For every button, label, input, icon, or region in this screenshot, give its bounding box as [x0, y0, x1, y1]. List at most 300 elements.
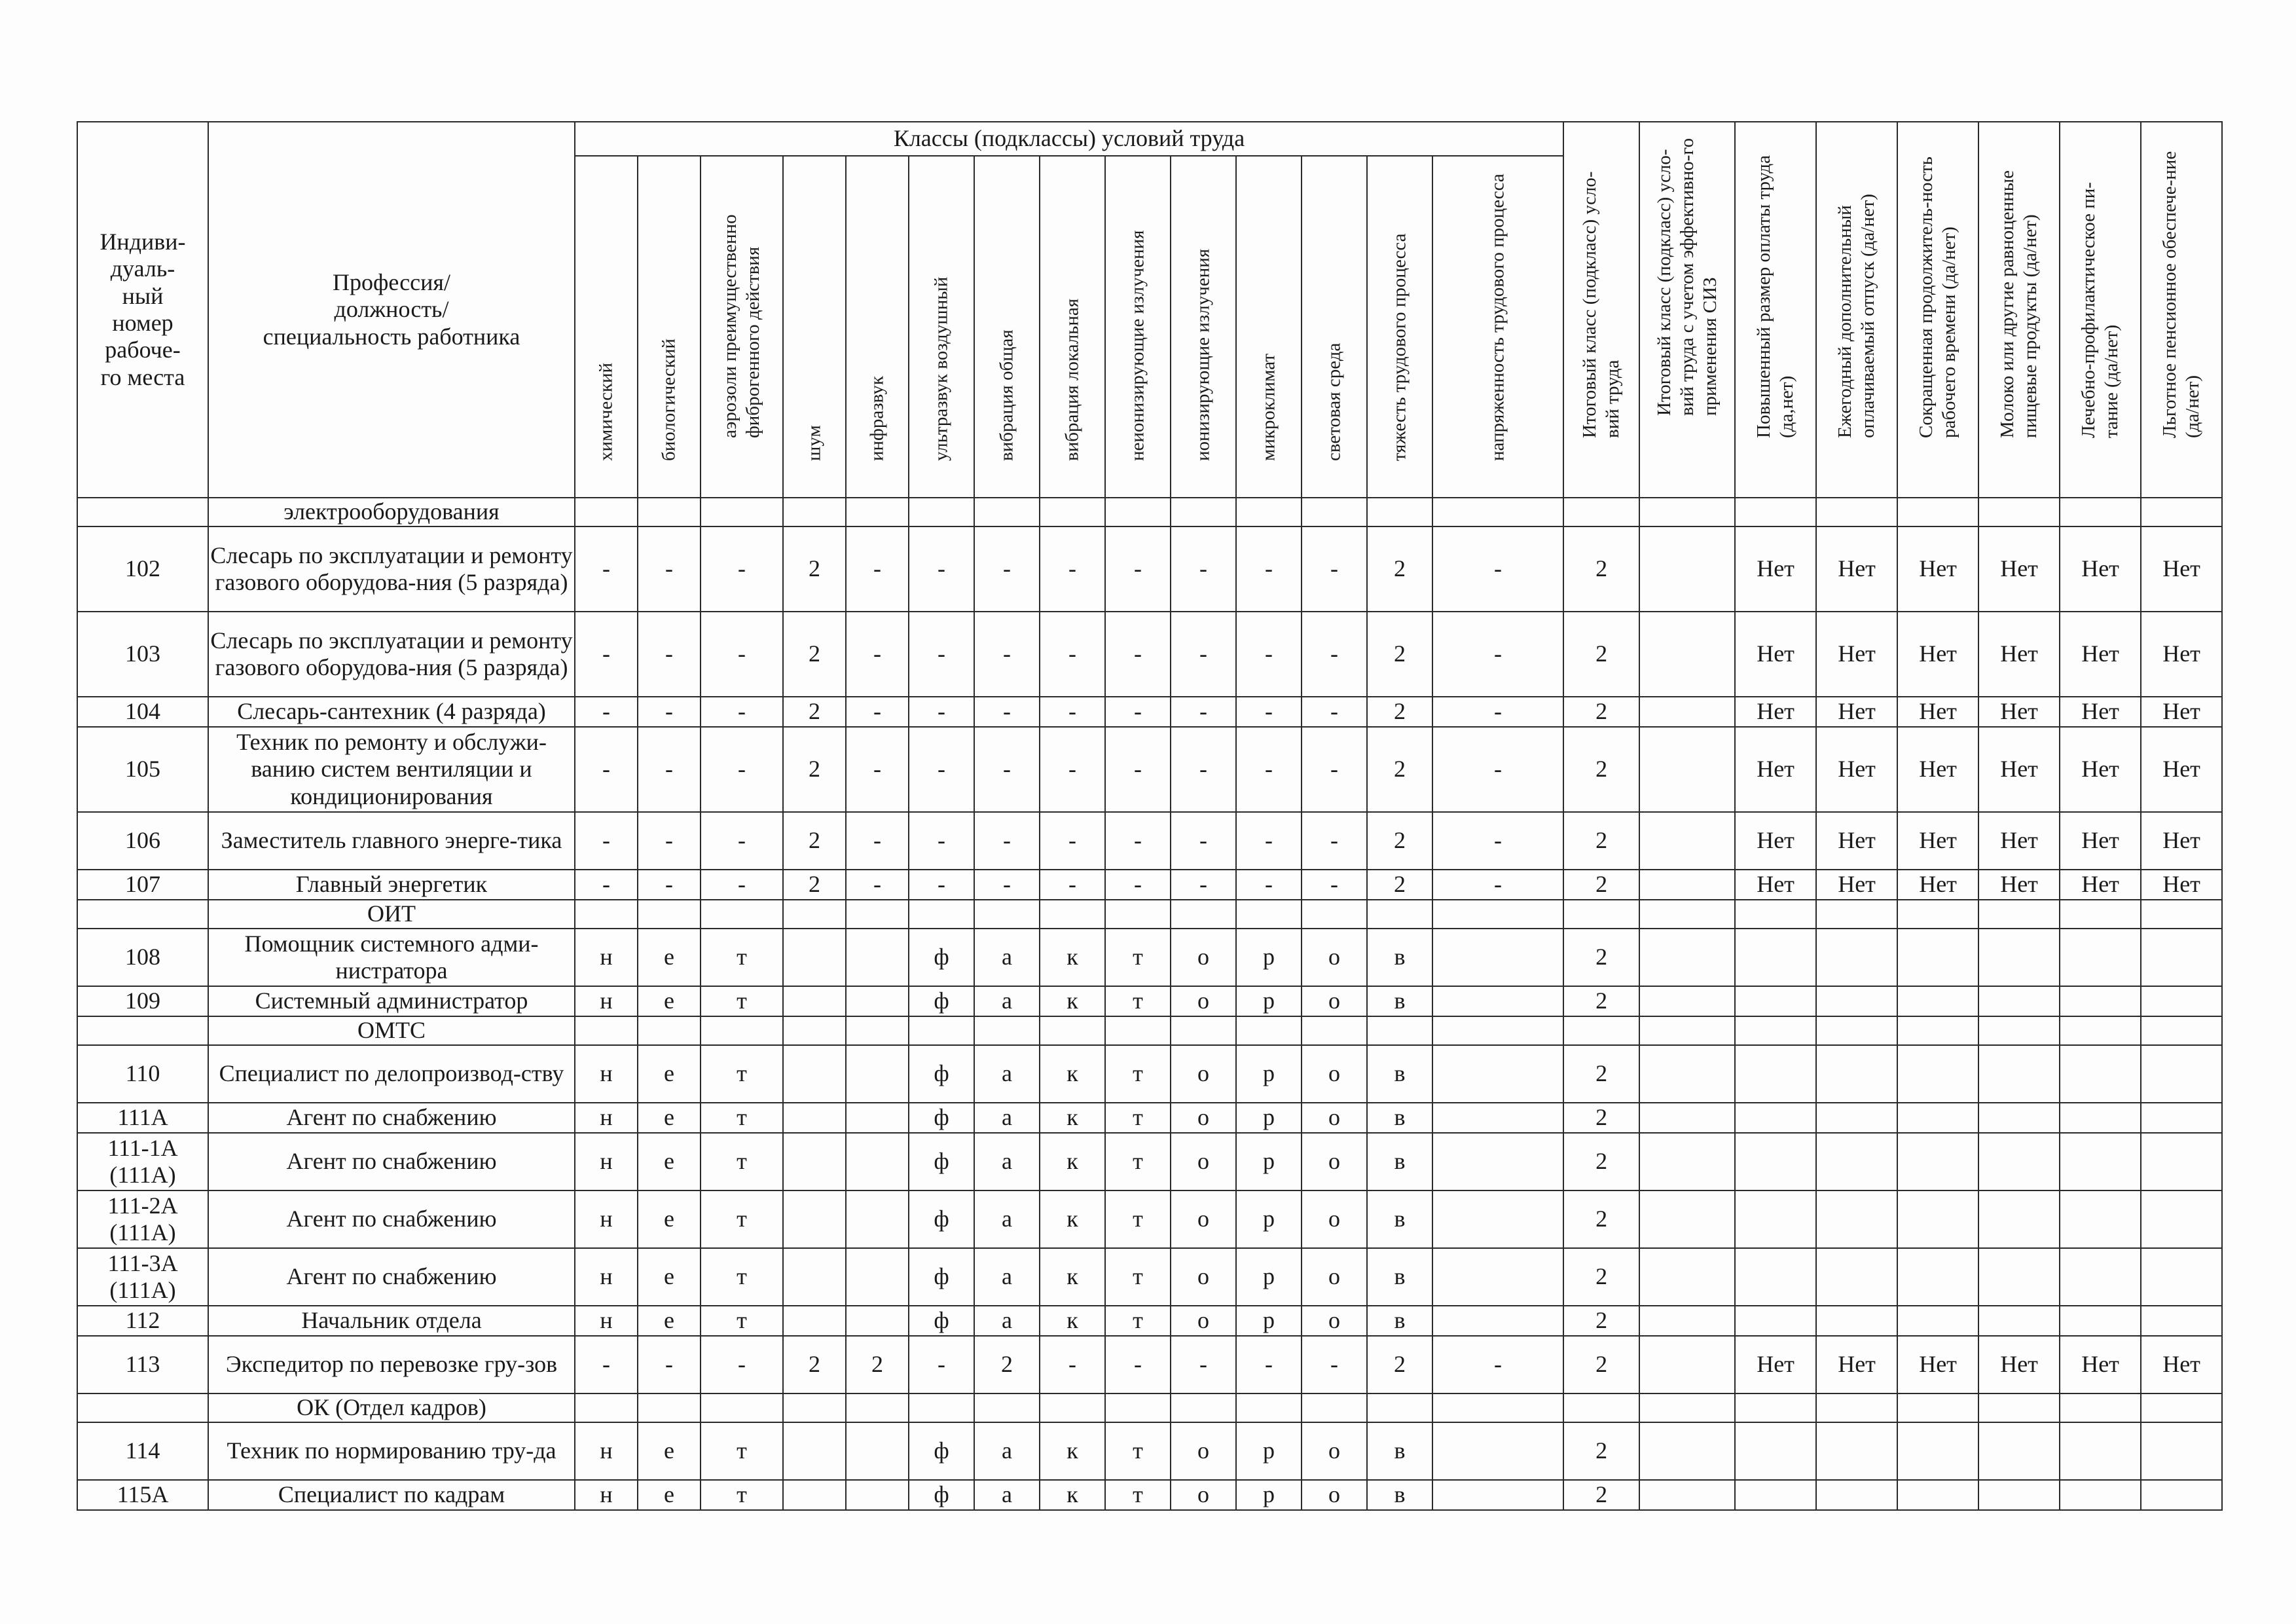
- factor-class-cell: р: [1236, 1103, 1302, 1133]
- factor-class-cell: -: [1040, 727, 1105, 812]
- table-row: [77, 1422, 2222, 1480]
- factor-class-cell: ф: [909, 1045, 974, 1103]
- guarantee-cell: Нет: [2060, 612, 2141, 697]
- guarantee-cell: [1978, 1103, 2060, 1133]
- header-reduced-hours: Сокращенная продолжитель-ность рабочего времени (да/нет): [1897, 122, 1978, 498]
- factor-class-cell: о: [1171, 1248, 1236, 1306]
- factor-class-cell: -: [974, 526, 1040, 612]
- guarantee-cell: [2060, 1133, 2141, 1190]
- guarantee-cell: Нет: [1816, 1336, 1897, 1393]
- guarantee-cell: [1816, 1306, 1897, 1336]
- factor-class-cell: к: [1040, 1133, 1105, 1190]
- factor-class-cell: о: [1302, 1480, 1367, 1510]
- workplace-number-cell: 111-2А (111А): [77, 1190, 208, 1248]
- final-class-cell: 2: [1563, 697, 1639, 727]
- guarantee-cell: [1897, 1248, 1978, 1306]
- table-row: [77, 1190, 2222, 1248]
- final-class-cell: 2: [1563, 1422, 1639, 1480]
- factor-class-cell: о: [1171, 1045, 1236, 1103]
- factor-class-cell: т: [701, 1480, 783, 1510]
- empty-cell: [1639, 900, 1735, 929]
- final-class-cell: 2: [1563, 1133, 1639, 1190]
- empty-cell: [974, 1393, 1040, 1422]
- guarantee-cell: [2060, 1306, 2141, 1336]
- empty-cell: [701, 1016, 783, 1045]
- empty-cell: [909, 900, 974, 929]
- factor-class-cell: ф: [909, 1103, 974, 1133]
- empty-cell: [783, 1016, 846, 1045]
- guarantee-cell: [1978, 1045, 2060, 1103]
- factor-class-cell: -: [1302, 870, 1367, 900]
- final-class-siz-cell: [1639, 1103, 1735, 1133]
- table-row: [77, 1393, 2222, 1422]
- factor-class-cell: 2: [974, 1336, 1040, 1393]
- guarantee-cell: [1897, 1480, 1978, 1510]
- table-row: [77, 1103, 2222, 1133]
- factor-class-cell: -: [1040, 612, 1105, 697]
- empty-cell: [1432, 900, 1563, 929]
- final-class-siz-cell: [1639, 929, 1735, 986]
- guarantee-cell: Нет: [1978, 697, 2060, 727]
- final-class-cell: 2: [1563, 812, 1639, 870]
- factor-class-cell: [846, 1190, 909, 1248]
- guarantee-cell: [1816, 1133, 1897, 1190]
- final-class-siz-cell: [1639, 612, 1735, 697]
- table-row: [77, 1016, 2222, 1045]
- factor-class-cell: р: [1236, 1133, 1302, 1190]
- header-increased-pay: Повышенный размер оплаты труда (да,нет): [1735, 122, 1816, 498]
- factor-class-cell: -: [1432, 727, 1563, 812]
- empty-cell: [1816, 498, 1897, 526]
- factor-class-cell: -: [701, 727, 783, 812]
- factor-class-cell: [783, 1103, 846, 1133]
- factor-class-cell: н: [575, 1190, 638, 1248]
- guarantee-cell: [2141, 1190, 2222, 1248]
- factor-class-cell: -: [1302, 612, 1367, 697]
- table-row: [77, 870, 2222, 900]
- factor-class-cell: в: [1367, 1045, 1432, 1103]
- factor-class-cell: -: [638, 812, 701, 870]
- factor-class-cell: -: [1171, 526, 1236, 612]
- header-factor: биологический: [638, 156, 701, 498]
- header-condition-classes: Классы (подклассы) условий труда: [575, 122, 1563, 156]
- final-class-cell: 2: [1563, 727, 1639, 812]
- factor-class-cell: -: [1105, 526, 1171, 612]
- factor-class-cell: е: [638, 1422, 701, 1480]
- factor-class-cell: н: [575, 1248, 638, 1306]
- empty-cell: [974, 498, 1040, 526]
- factor-class-cell: [1432, 1422, 1563, 1480]
- empty-cell: [1040, 1393, 1105, 1422]
- final-class-siz-cell: [1639, 812, 1735, 870]
- workplace-number-cell: 113: [77, 1336, 208, 1393]
- guarantee-cell: Нет: [1897, 870, 1978, 900]
- factor-class-cell: т: [701, 1045, 783, 1103]
- guarantee-cell: [1816, 1190, 1897, 1248]
- empty-cell: [1563, 1393, 1639, 1422]
- factor-class-cell: 2: [1367, 1336, 1432, 1393]
- factor-class-cell: [846, 1480, 909, 1510]
- empty-cell: [638, 1393, 701, 1422]
- workplace-number-cell: 102: [77, 526, 208, 612]
- factor-class-cell: е: [638, 1248, 701, 1306]
- factor-class-cell: о: [1171, 1103, 1236, 1133]
- empty-cell: [1978, 1393, 2060, 1422]
- empty-cell: [638, 1016, 701, 1045]
- factor-class-cell: р: [1236, 1306, 1302, 1336]
- factor-class-cell: [1432, 1190, 1563, 1248]
- factor-class-cell: -: [638, 612, 701, 697]
- factor-class-cell: т: [1105, 1133, 1171, 1190]
- factor-class-cell: р: [1236, 929, 1302, 986]
- empty-cell: [1816, 1016, 1897, 1045]
- factor-class-cell: -: [1432, 697, 1563, 727]
- factor-class-cell: о: [1302, 1306, 1367, 1336]
- section-title: ОМТС: [208, 1016, 575, 1045]
- final-class-siz-cell: [1639, 1248, 1735, 1306]
- table-row: [77, 1133, 2222, 1190]
- empty-cell: [1563, 498, 1639, 526]
- profession-cell: Начальник отдела: [208, 1306, 575, 1336]
- final-class-siz-cell: [1639, 870, 1735, 900]
- final-class-siz-cell: [1639, 1422, 1735, 1480]
- section-title: ОК (Отдел кадров): [208, 1393, 575, 1422]
- empty-cell: [1367, 1016, 1432, 1045]
- profession-cell: Агент по снабжению: [208, 1190, 575, 1248]
- guarantee-cell: Нет: [1897, 727, 1978, 812]
- factor-class-cell: о: [1171, 1480, 1236, 1510]
- factor-class-cell: т: [701, 929, 783, 986]
- empty-cell: [701, 1393, 783, 1422]
- factor-class-cell: а: [974, 1248, 1040, 1306]
- factor-class-cell: 2: [783, 727, 846, 812]
- guarantee-cell: Нет: [1978, 727, 2060, 812]
- factor-class-cell: ф: [909, 1422, 974, 1480]
- factor-class-cell: 2: [783, 870, 846, 900]
- factor-class-cell: [783, 1248, 846, 1306]
- factor-class-cell: а: [974, 1190, 1040, 1248]
- factor-class-cell: -: [1171, 612, 1236, 697]
- guarantee-cell: [1978, 1190, 2060, 1248]
- profession-cell: Специалист по кадрам: [208, 1480, 575, 1510]
- final-class-cell: 2: [1563, 1306, 1639, 1336]
- guarantee-cell: [2060, 1480, 2141, 1510]
- empty-cell: [1367, 900, 1432, 929]
- guarantee-cell: Нет: [2060, 697, 2141, 727]
- guarantee-cell: [1897, 1190, 1978, 1248]
- table-row: [77, 812, 2222, 870]
- empty-cell: [1302, 900, 1367, 929]
- guarantee-cell: Нет: [1816, 526, 1897, 612]
- empty-cell: [2141, 1393, 2222, 1422]
- factor-class-cell: -: [1302, 812, 1367, 870]
- factor-class-cell: -: [1236, 612, 1302, 697]
- factor-class-cell: к: [1040, 1045, 1105, 1103]
- factor-class-cell: -: [846, 612, 909, 697]
- empty-cell: [1040, 900, 1105, 929]
- guarantee-cell: [1735, 1480, 1816, 1510]
- empty-cell: [846, 1016, 909, 1045]
- empty-cell: [1816, 900, 1897, 929]
- factor-class-cell: -: [1040, 526, 1105, 612]
- workplace-number-cell: 115А: [77, 1480, 208, 1510]
- guarantee-cell: [2060, 929, 2141, 986]
- factor-class-cell: о: [1302, 1103, 1367, 1133]
- factor-class-cell: -: [1040, 870, 1105, 900]
- factor-class-cell: -: [575, 612, 638, 697]
- factor-class-cell: к: [1040, 986, 1105, 1016]
- guarantee-cell: [2060, 1248, 2141, 1306]
- factor-class-cell: р: [1236, 1045, 1302, 1103]
- header-profession: Профессия/ должность/ специальность работника: [208, 122, 575, 498]
- factor-class-cell: -: [974, 870, 1040, 900]
- empty-cell: [701, 498, 783, 526]
- empty-cell: [846, 498, 909, 526]
- final-class-siz-cell: [1639, 1336, 1735, 1393]
- factor-class-cell: -: [909, 727, 974, 812]
- header-factor: аэрозоли преимущественно фиброгенного действия: [701, 156, 783, 498]
- factor-class-cell: -: [1105, 812, 1171, 870]
- guarantee-cell: Нет: [2060, 812, 2141, 870]
- factor-class-cell: -: [575, 697, 638, 727]
- empty-cell: [1639, 1393, 1735, 1422]
- empty-cell: [1236, 498, 1302, 526]
- factor-class-cell: -: [1236, 812, 1302, 870]
- guarantee-cell: Нет: [1735, 1336, 1816, 1393]
- empty-cell: [1105, 1016, 1171, 1045]
- workplace-number-cell: [77, 1016, 208, 1045]
- factor-class-cell: т: [1105, 1422, 1171, 1480]
- final-class-cell: 2: [1563, 1103, 1639, 1133]
- profession-cell: Агент по снабжению: [208, 1248, 575, 1306]
- empty-cell: [2060, 1393, 2141, 1422]
- factor-class-cell: [1432, 1103, 1563, 1133]
- header-factor: химический: [575, 156, 638, 498]
- header-pension: Льготное пенсионное обеспече-ние (да/нет): [2141, 122, 2222, 498]
- profession-cell: Помощник системного адми-нистратора: [208, 929, 575, 986]
- workplace-number-cell: 104: [77, 697, 208, 727]
- factor-class-cell: -: [1236, 697, 1302, 727]
- factor-class-cell: 2: [1367, 812, 1432, 870]
- guarantee-cell: Нет: [1735, 812, 1816, 870]
- guarantee-cell: [1816, 986, 1897, 1016]
- header-factor: вибрация локальная: [1040, 156, 1105, 498]
- factor-class-cell: -: [909, 612, 974, 697]
- guarantee-cell: [1978, 1133, 2060, 1190]
- guarantee-cell: [2141, 1133, 2222, 1190]
- factor-class-cell: -: [846, 812, 909, 870]
- workplace-number-cell: [77, 1393, 208, 1422]
- factor-class-cell: о: [1302, 1190, 1367, 1248]
- factor-class-cell: 2: [1367, 727, 1432, 812]
- factor-class-cell: -: [701, 612, 783, 697]
- empty-cell: [783, 1393, 846, 1422]
- empty-cell: [2141, 498, 2222, 526]
- factor-class-cell: в: [1367, 1133, 1432, 1190]
- factor-class-cell: -: [1432, 1336, 1563, 1393]
- factor-class-cell: о: [1302, 1133, 1367, 1190]
- empty-cell: [1367, 1393, 1432, 1422]
- factor-class-cell: -: [1432, 870, 1563, 900]
- factor-class-cell: -: [974, 727, 1040, 812]
- factor-class-cell: -: [701, 870, 783, 900]
- profession-cell: электрооборудования: [208, 498, 575, 526]
- factor-class-cell: е: [638, 1190, 701, 1248]
- guarantee-cell: Нет: [1735, 612, 1816, 697]
- guarantee-cell: [1735, 1306, 1816, 1336]
- guarantee-cell: Нет: [2060, 727, 2141, 812]
- factor-class-cell: [846, 1306, 909, 1336]
- factor-class-cell: т: [1105, 1190, 1171, 1248]
- table-row: [77, 900, 2222, 929]
- factor-class-cell: т: [701, 1248, 783, 1306]
- guarantee-cell: Нет: [2141, 612, 2222, 697]
- empty-cell: [701, 900, 783, 929]
- guarantee-cell: Нет: [2060, 526, 2141, 612]
- guarantee-cell: [1897, 986, 1978, 1016]
- empty-cell: [909, 1016, 974, 1045]
- factor-class-cell: ф: [909, 1190, 974, 1248]
- workplace-number-cell: 109: [77, 986, 208, 1016]
- factor-class-cell: ф: [909, 1133, 974, 1190]
- factor-class-cell: -: [1171, 870, 1236, 900]
- factor-class-cell: е: [638, 986, 701, 1016]
- factor-class-cell: в: [1367, 1103, 1432, 1133]
- factor-class-cell: т: [1105, 1103, 1171, 1133]
- factor-class-cell: -: [638, 1336, 701, 1393]
- empty-cell: [1735, 1016, 1816, 1045]
- factor-class-cell: о: [1302, 1045, 1367, 1103]
- factor-class-cell: т: [1105, 986, 1171, 1016]
- final-class-cell: 2: [1563, 986, 1639, 1016]
- factor-class-cell: -: [909, 697, 974, 727]
- factor-class-cell: о: [1171, 986, 1236, 1016]
- factor-class-cell: -: [909, 812, 974, 870]
- final-class-siz-cell: [1639, 697, 1735, 727]
- factor-class-cell: [1432, 1045, 1563, 1103]
- guarantee-cell: Нет: [1735, 870, 1816, 900]
- factor-class-cell: [783, 1422, 846, 1480]
- guarantee-cell: Нет: [2141, 727, 2222, 812]
- factor-class-cell: в: [1367, 1248, 1432, 1306]
- table-row: [77, 1045, 2222, 1103]
- factor-class-cell: н: [575, 1045, 638, 1103]
- factor-class-cell: т: [701, 1306, 783, 1336]
- factor-class-cell: -: [974, 812, 1040, 870]
- profession-cell: Слесарь по эксплуатации и ремонту газового оборудова-ния (5 разряда): [208, 526, 575, 612]
- guarantee-cell: [2141, 986, 2222, 1016]
- factor-class-cell: -: [1105, 1336, 1171, 1393]
- factor-class-cell: -: [1105, 697, 1171, 727]
- factor-class-cell: -: [575, 870, 638, 900]
- guarantee-cell: [1897, 1103, 1978, 1133]
- workplace-number-cell: 114: [77, 1422, 208, 1480]
- factor-class-cell: -: [1171, 727, 1236, 812]
- guarantee-cell: [1978, 1480, 2060, 1510]
- factor-class-cell: -: [1236, 870, 1302, 900]
- factor-class-cell: а: [974, 929, 1040, 986]
- factor-class-cell: е: [638, 929, 701, 986]
- empty-cell: [1735, 1393, 1816, 1422]
- factor-class-cell: в: [1367, 929, 1432, 986]
- guarantee-cell: Нет: [1978, 870, 2060, 900]
- final-class-cell: 2: [1563, 1045, 1639, 1103]
- empty-cell: [1735, 900, 1816, 929]
- factor-class-cell: т: [1105, 1248, 1171, 1306]
- factor-class-cell: н: [575, 1133, 638, 1190]
- factor-class-cell: -: [846, 697, 909, 727]
- guarantee-cell: [2060, 1190, 2141, 1248]
- empty-cell: [1302, 498, 1367, 526]
- factor-class-cell: т: [701, 1190, 783, 1248]
- guarantee-cell: [1735, 1422, 1816, 1480]
- empty-cell: [1040, 498, 1105, 526]
- workplace-number-cell: 106: [77, 812, 208, 870]
- empty-cell: [1978, 900, 2060, 929]
- factor-class-cell: н: [575, 986, 638, 1016]
- empty-cell: [846, 1393, 909, 1422]
- final-class-cell: 2: [1563, 1480, 1639, 1510]
- factor-class-cell: -: [1432, 612, 1563, 697]
- table-row: [77, 1248, 2222, 1306]
- guarantee-cell: Нет: [1816, 812, 1897, 870]
- empty-cell: [1171, 1016, 1236, 1045]
- factor-class-cell: -: [974, 697, 1040, 727]
- factor-class-cell: -: [1236, 1336, 1302, 1393]
- empty-cell: [1897, 498, 1978, 526]
- empty-cell: [1639, 1016, 1735, 1045]
- factor-class-cell: [846, 1248, 909, 1306]
- guarantee-cell: [1735, 986, 1816, 1016]
- factor-class-cell: т: [1105, 1480, 1171, 1510]
- empty-cell: [1432, 1393, 1563, 1422]
- header-factor: шум: [783, 156, 846, 498]
- workplace-number-cell: 111А: [77, 1103, 208, 1133]
- profession-cell: Главный энергетик: [208, 870, 575, 900]
- header-milk: Молоко или другие равноценные пищевые продукты (да/нет): [1978, 122, 2060, 498]
- factor-class-cell: -: [638, 727, 701, 812]
- factor-class-cell: т: [701, 986, 783, 1016]
- empty-cell: [1816, 1393, 1897, 1422]
- factor-class-cell: е: [638, 1103, 701, 1133]
- guarantee-cell: Нет: [1897, 526, 1978, 612]
- factor-class-cell: -: [638, 870, 701, 900]
- profession-cell: Слесарь-сантехник (4 разряда): [208, 697, 575, 727]
- header-factor: напряженность трудового процесса: [1432, 156, 1563, 498]
- guarantee-cell: [1816, 1480, 1897, 1510]
- factor-class-cell: -: [1432, 812, 1563, 870]
- factor-class-cell: -: [575, 812, 638, 870]
- final-class-siz-cell: [1639, 1133, 1735, 1190]
- empty-cell: [638, 498, 701, 526]
- factor-class-cell: [783, 929, 846, 986]
- guarantee-cell: Нет: [2060, 870, 2141, 900]
- workplace-number-cell: 103: [77, 612, 208, 697]
- factor-class-cell: 2: [783, 1336, 846, 1393]
- guarantee-cell: Нет: [1897, 612, 1978, 697]
- guarantee-cell: [1978, 986, 2060, 1016]
- factor-class-cell: -: [1236, 727, 1302, 812]
- factor-class-cell: -: [974, 612, 1040, 697]
- table-row: [77, 612, 2222, 697]
- factor-class-cell: [783, 1045, 846, 1103]
- empty-cell: [638, 900, 701, 929]
- empty-cell: [974, 900, 1040, 929]
- factor-class-cell: 2: [1367, 612, 1432, 697]
- guarantee-cell: Нет: [1978, 812, 2060, 870]
- guarantee-cell: Нет: [1816, 727, 1897, 812]
- factor-class-cell: о: [1302, 986, 1367, 1016]
